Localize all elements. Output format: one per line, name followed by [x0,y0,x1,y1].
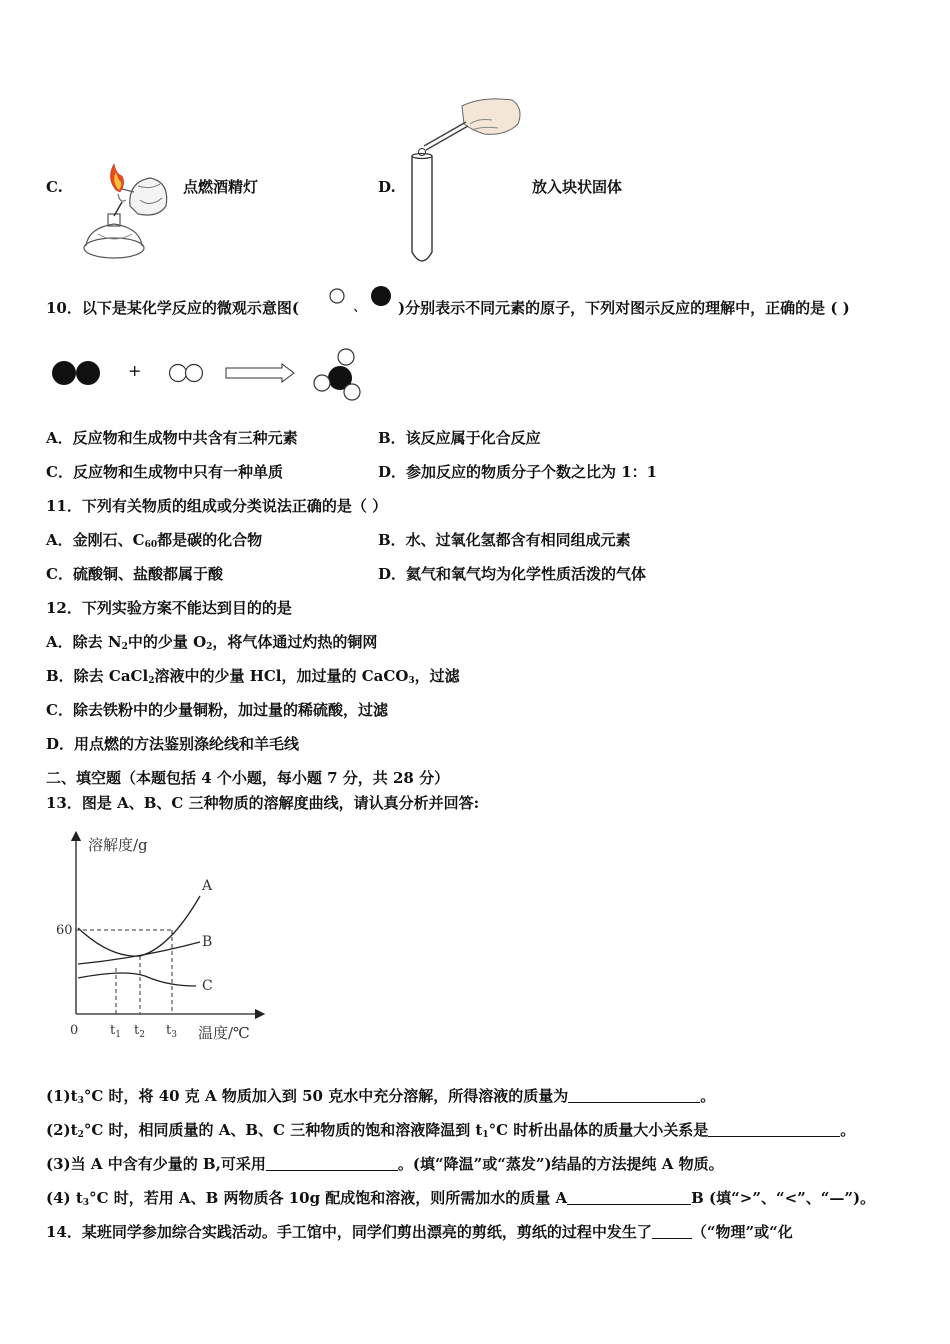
y-tick-60: 60 [56,923,73,938]
q12-option-a: A．除去 $N_2$中的少量 $O_2$，将气体通过灼热的铜网 [46,633,378,652]
white-atom-icon [330,289,344,303]
q11-option-c: C．硫酸铜、盐酸都属于酸 [46,565,223,583]
alcohol-lamp-figure [78,160,173,268]
answer-blank-3[interactable] [266,1156,398,1171]
curve-c-label: C [202,978,213,994]
reactant-white-molecule-icon [170,365,187,382]
reaction-plus-sign: + [128,361,142,380]
curve-c [78,973,196,986]
q10-option-d: D．参加反应的物质分子个数之比为 1：1 [378,463,658,481]
q9-option-c-text: 点燃酒精灯 [183,178,259,196]
q13-sub3: (3)当 A 中含有少量的 B,可采用 。(填“降温”或“蒸发”)结晶的方法提纯 A 物质。 [46,1155,724,1173]
y-axis-label: 溶解度/g [88,836,148,854]
answer-blank-2[interactable] [708,1122,840,1137]
q10-stem-part-b: )分别表示不同元素的原子，下列对图示反应的理解中，正确的是 ( ) [398,299,850,317]
q13-sub1: $(1)t_3^\circ C$ 时，将 40 克 A 物质加入到 50 克水中充分溶解，所得溶液的质量为 。 [46,1087,716,1106]
answer-blank-5[interactable] [652,1224,692,1239]
reactant-black-molecule-icon [52,361,76,385]
legend-separator: 、 [353,299,367,315]
curve-b [78,942,200,964]
q10-option-b: B．该反应属于化合反应 [378,429,541,447]
q12-stem: 12．下列实验方案不能达到目的的是 [46,599,292,617]
q10-stem [46,298,299,318]
q11-stem: 11．下列有关物质的组成或分类说法正确的是（ ） [46,497,388,515]
q11-option-d: D．氦气和氧气均为化学性质活泼的气体 [378,565,647,583]
black-atom-icon [371,286,391,306]
curve-b-label: B [202,934,213,950]
q14-stem: 14．某班同学参加综合实践活动。手工馆中，同学们剪出漂亮的剪纸，剪纸的过程中发生了 （“物理”或“化 [46,1223,793,1241]
q10-option-a: A．反应物和生成物中共含有三种元素 [46,429,298,447]
atom-legend [326,285,398,315]
x-tick-t2: $t_2$ [134,1023,145,1040]
q13-sub4: (4) $t_3^\circ C$ 时，若用 A、B 两物质各 10g 配成饱和溶液，则所需加水的质量 A B (填“>”、“<”、“—”)。 [46,1189,876,1208]
q12-option-c: C．除去铁粉中的少量铜粉，加过量的稀硫酸，过滤 [46,701,388,719]
q9-option-d-label: D. [378,178,396,196]
origin-label: 0 [70,1023,79,1038]
q10-option-c: C．反应物和生成物中只有一种单质 [46,463,283,481]
x-tick-t3: $t_3$ [166,1023,177,1040]
section-heading: 二、填空题（本题包括 4 个小题，每小题 7 分，共 28 分） [46,769,450,787]
solubility-chart [50,828,265,1043]
answer-blank-4[interactable] [567,1190,691,1205]
q9-option-c-label: C. [46,178,63,196]
q12-option-d: D．用点燃的方法鉴别涤纶线和羊毛线 [46,735,300,753]
answer-blank-1[interactable] [568,1088,700,1103]
q11-option-b: B．水、过氧化氢都含有相同组成元素 [378,531,631,549]
x-axis-label: 温度/℃ [198,1024,250,1042]
test-tube-figure [402,94,527,269]
q10-stem-part-a: 10．以下是某化学反应的微观示意图( [46,299,299,317]
reaction-diagram [48,344,368,404]
q13-sub2: $(2)t_2^\circ C$ 时，相同质量的 A、B、C 三种物质的饱和溶液降温到 $t_1^\circ C$ 时析出晶体的质量大小关系是 。 [46,1121,856,1140]
q13-stem: 13．图是 A、B、C 三种物质的溶解度曲线，请认真分析并回答: [46,794,480,812]
reaction-arrow-icon [226,364,294,382]
q11-option-a: A．金刚石、$C_{60}$都是碳的化合物 [46,531,263,550]
q9-option-d-text: 放入块状固体 [532,178,623,196]
curve-a-label: A [202,878,213,894]
product-molecule-icon [314,349,360,400]
q12-option-b: B．除去 CaCl$_2$溶液中的少量 HCl，加过量的 CaCO$_3$，过滤 [46,667,460,686]
x-tick-t1: $t_1$ [110,1023,121,1040]
